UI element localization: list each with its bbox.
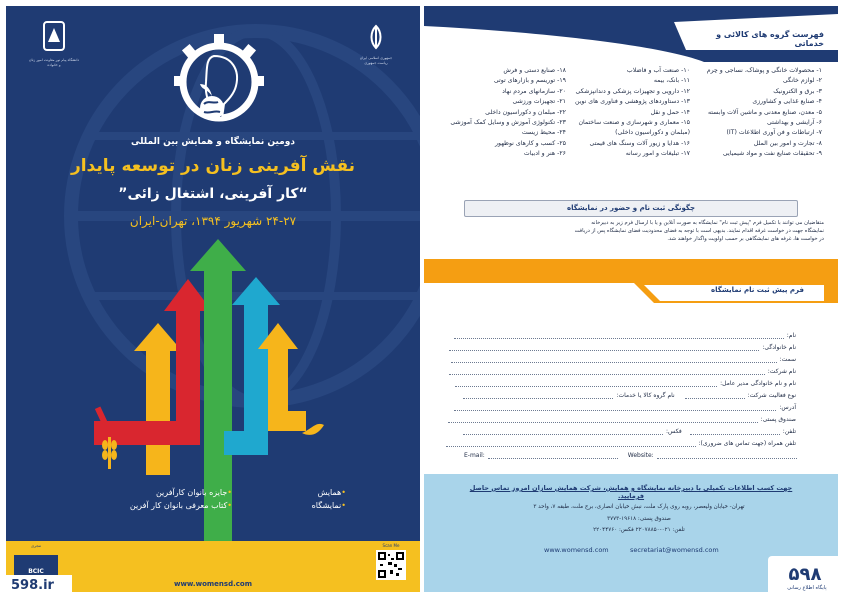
registration-notice-title: چگونگی ثبت نام و حضور در نمایشگاه — [464, 200, 798, 217]
category-item: ۱۷- تبلیغات و امور رسانه — [625, 150, 690, 158]
field-family[interactable]: نام خانوادگی: — [449, 344, 796, 351]
field-fax[interactable]: فکس: — [665, 428, 682, 435]
iran-emblem-icon — [356, 22, 396, 52]
field-ceo[interactable]: نام و نام خانوادگی مدیر عامل: — [455, 380, 796, 387]
categories-column-1 — [694, 66, 822, 160]
category-item: ۸- تجارت و امور بین الملل — [753, 139, 822, 147]
category-item: ۱۶- هدایا و زیور آلات وسنگ های قیمتی — [589, 139, 690, 147]
category-item: ۱۰- صنعت آب و فاضلاب — [626, 67, 690, 74]
wheat-icon — [102, 437, 117, 469]
qr-code-icon[interactable] — [376, 550, 406, 580]
category-item: ۱۹- توریسم و بازارهای توتی — [493, 77, 566, 85]
poster-website[interactable]: www.womensd.com — [173, 580, 252, 588]
pre-registration-form — [424, 324, 838, 474]
university-logo-caption: دانشگاه پیام نور معاونت امور زنان و خانواده — [28, 58, 80, 67]
category-item: ۲۲- مبلمان و دکوراسیون داخلی — [485, 108, 566, 116]
watermark-caption: پایگاه اطلاع رسانی — [787, 585, 827, 591]
category-item: ۵- معدن، صنایع معدنی و ماشین آلات وابسته — [707, 108, 822, 116]
category-item: ۱۸- صنایع دستی و فرش — [503, 67, 566, 74]
category-item: ۴- صنایع غذایی و کشاورزی — [752, 98, 822, 106]
university-logo — [28, 20, 80, 70]
contact-email[interactable]: secretariat@womensd.com — [630, 546, 719, 554]
poster-tagline: “کار آفرینی، اشتغال زائی” — [118, 186, 308, 202]
poster-title: نقش آفرینی زنان در توسعه پایدار — [70, 156, 356, 176]
field-name[interactable]: نام: — [454, 332, 796, 339]
field-email-website[interactable] — [464, 452, 800, 459]
orange-divider — [424, 259, 838, 283]
university-emblem-icon — [28, 20, 80, 54]
registration-page — [424, 6, 838, 592]
field-activity[interactable]: نوع فعالیت شرکت: نام گروه کالا یا خدمات: — [463, 392, 796, 399]
field-position[interactable]: سمت: — [451, 356, 796, 363]
field-company[interactable]: نام شرکت: — [449, 368, 796, 375]
presidency-logo-caption: جمهوری اسلامی ایران ریاست جمهوری — [359, 56, 393, 65]
category-item: ۱- محصولات خانگی و پوشاک، نساجی و چرم — [706, 67, 822, 74]
contact-postal: صندوق پستی: ۱۹۶۱۸-۳۷۷۳ — [607, 516, 671, 522]
legend-right — [256, 486, 346, 512]
event-poster — [6, 6, 420, 592]
category-item: ۲۱- تجهیزات ورزشی — [512, 98, 566, 106]
registration-notice-text: متقاضیان می توانند با تکمیل فرم "پیش ثبت نام" نمایشگاه به صورت آنلاین و یا با ارسال فرم زیر به دبیرخانه نمایشگاه جهت در خواست غرفه اقدام نمایند. بدیهی است با توجه به فضای محدودیت فضای نمایشگاه پس از دریافت در خواست ها، غرفه های نمایشگاهی بر حسب اولویت واگذار خواهند شد. — [574, 220, 824, 242]
categories-column-3 — [432, 66, 566, 160]
contact-website[interactable]: www.womensd.com — [544, 546, 609, 554]
category-item: ۶- آرایشی و بهداشتی — [766, 119, 822, 127]
category-item: ۱۲- دارویی و تجهیزات پزشکی و دندانپزشکی — [575, 87, 690, 95]
field-mobile[interactable]: تلفن همراه (جهت تماس های ضروری): — [446, 440, 797, 447]
legend-item-exhibition: •نمایشگاه — [311, 501, 346, 510]
site-badge[interactable]: 598.ir — [6, 575, 72, 597]
category-item: ۱۴- حمل و نقل — [650, 108, 690, 116]
category-item: ۹- تحقیقات صنایع نفت و مواد شیمیایی — [722, 150, 822, 158]
category-item: (مبلمان و دکوراسیون داخلی) — [615, 129, 690, 137]
category-item: ۷- ارتباطات و فن آوری اطلاعات (IT) — [726, 129, 822, 137]
woman-gear-globe-emblem — [174, 34, 264, 132]
category-item: ۲۶- هنر و ادبیات — [523, 150, 566, 158]
contact-heading: جهت کسب اطلاعات تکمیلی با دبیرخانه نمایشگاه و همایش، شرکت همایش سازان امروز تماس حاصل فرمایید. — [469, 484, 793, 500]
category-item: ۱۳- دستاوردهای پژوهشی و فناوری های نوین — [574, 98, 690, 106]
field-group[interactable]: نام گروه کالا یا خدمات: — [616, 392, 675, 399]
categories-title: فهرست گروه های کالائی و خدماتی — [716, 30, 824, 48]
field-website[interactable]: Website: — [627, 452, 654, 459]
field-po-box[interactable]: صندوق پستی: — [448, 416, 796, 423]
category-item: ۱۱- بانک، بیمه — [653, 77, 690, 85]
category-item: ۲۰- سازمانهای مردم نهاد — [502, 87, 566, 95]
microscope-icon — [94, 406, 112, 429]
category-item: ۲۴- محیط زیست — [521, 129, 566, 137]
category-item: ۱۵- معماری و شهرسازی و صنعت ساختمان — [578, 119, 690, 127]
category-item: ۲- لوازم خانگی — [782, 77, 822, 85]
category-item: ۲۵- کسب و کارهای نوظهور — [495, 139, 566, 147]
categories-column-2 — [570, 66, 690, 160]
contact-phone: تلفن: ۰۲۱-۲۲۰۷۸۸۵۰ فکس: ۲۲۰۴۴۷۶۰ — [593, 527, 685, 533]
poster-date: ۲۴-۲۷ شهریور ۱۳۹۴، تهران-ایران — [129, 214, 297, 228]
field-email[interactable]: E-mail: — [464, 452, 485, 459]
legend-left — [86, 486, 232, 512]
category-item: ۲۳- تکنولوژی آموزش و وسایل کمک آموزشی — [450, 119, 566, 127]
scan-label: Scan Me — [382, 543, 400, 548]
field-address[interactable]: آدرس: — [454, 404, 796, 411]
legend-item-book: •کتاب معرفی بانوان کار آفرین — [129, 501, 232, 510]
field-phone[interactable]: تلفن: فکس: — [463, 428, 796, 435]
poster-subtitle: دومین نمایشگاه و همایش بین المللی — [131, 137, 295, 147]
host-label: مجری — [30, 543, 42, 548]
pre-registration-form-title: فرم پیش ثبت نام نمایشگاه — [710, 286, 804, 294]
watermark-logo-text: ۵۹۸ — [788, 564, 822, 585]
contact-address: تهران- خیابان ولیعصر، روبه روی پارک ملت، نبش خیابان انصاری، برج ملت، طبقه ۷، واحد ۳ — [533, 504, 745, 510]
category-item: ۳- برق و الکترونیک — [773, 87, 822, 95]
legend-item-award: •جایزه بانوان کارآفرین — [155, 488, 232, 497]
host-logo: BCIC — [14, 555, 58, 577]
presidency-logo — [356, 22, 396, 70]
legend-item-conference: •همایش — [317, 488, 346, 497]
